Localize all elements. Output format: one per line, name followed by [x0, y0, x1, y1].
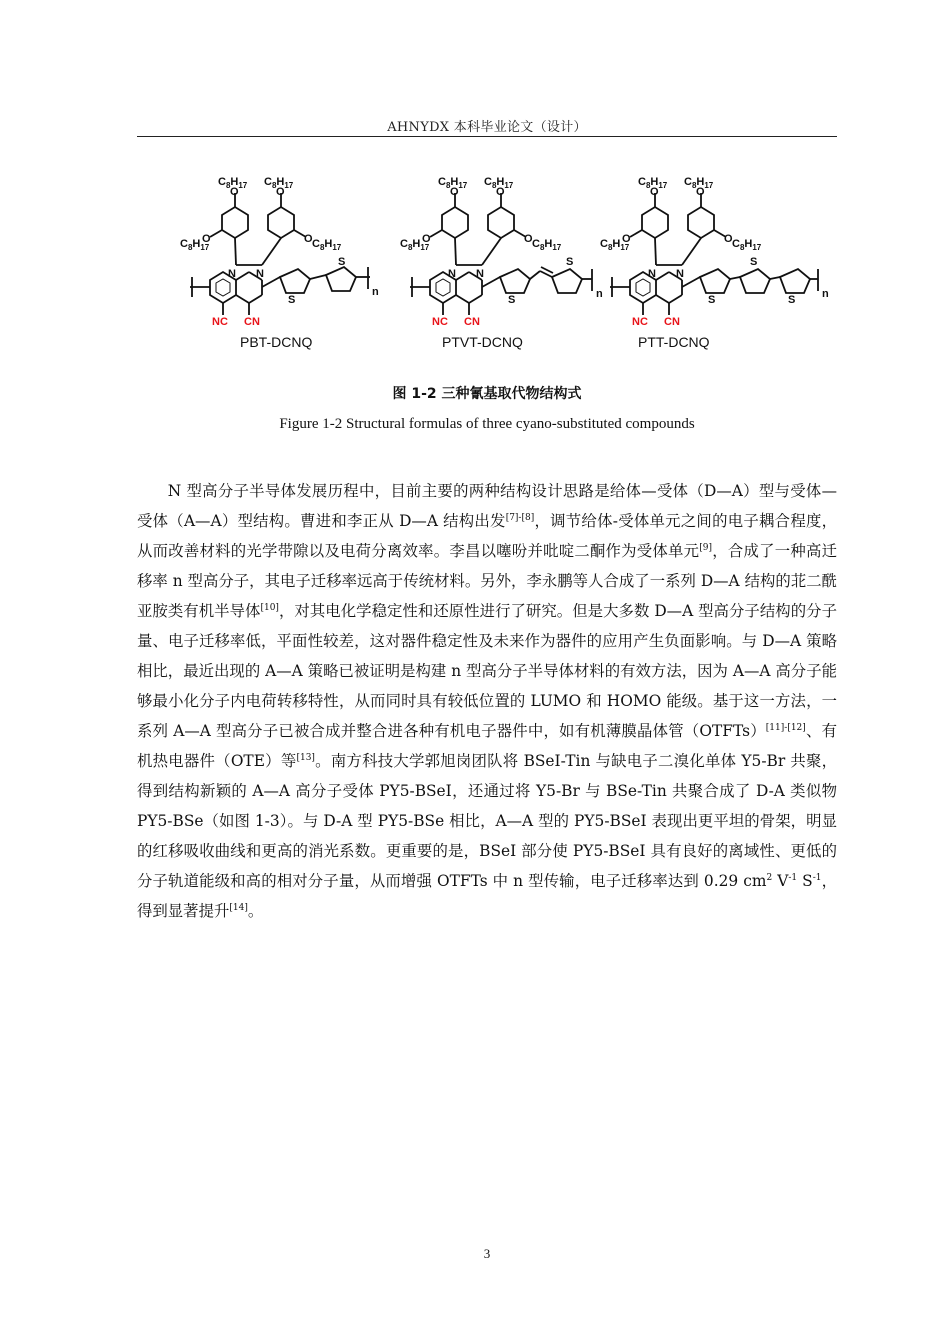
svg-text:O: O — [724, 233, 733, 245]
svg-text:C8H17: $C_8H_{17}$ — [312, 238, 342, 252]
svg-text:S: S — [566, 256, 574, 268]
molecule-pbt-dcnq — [180, 176, 379, 350]
svg-text:O: O — [650, 186, 659, 198]
svg-text:N: N — [256, 268, 264, 280]
svg-text:O: O — [696, 186, 705, 198]
svg-text:C8H17: $C_8H_{17}$ — [532, 238, 562, 252]
chemical-structures-svg — [180, 165, 829, 365]
molecule-ptt-dcnq — [600, 176, 829, 350]
svg-text:NC: NC — [212, 316, 228, 328]
page-number: 3 — [483, 1246, 491, 1261]
svg-text:O: O — [304, 233, 313, 245]
svg-text:C8H17: $C_8H_{17}$ — [600, 238, 630, 252]
molecule-ptvt-dcnq — [400, 176, 603, 350]
citation: [7]-[8] — [505, 513, 535, 523]
svg-text:S: S — [508, 294, 516, 306]
svg-text:O: O — [422, 233, 431, 245]
unit-exponent: -1 — [812, 873, 822, 883]
svg-text:CN: CN — [244, 316, 260, 328]
svg-text:n: n — [822, 288, 829, 300]
citation: [9] — [699, 543, 713, 553]
svg-text:C8H17: $C_8H_{17}$ — [180, 238, 210, 252]
svg-text:O: O — [450, 186, 459, 198]
svg-text:S: S — [750, 256, 758, 268]
svg-text:C8H17: $C_8H_{17}$ — [484, 176, 514, 190]
svg-text:C8H17: $C_8H_{17}$ — [218, 176, 248, 190]
svg-text:N: N — [676, 268, 684, 280]
body-paragraph — [137, 476, 837, 926]
compound-name-ptt-dcnq: PTT-DCNQ — [638, 334, 710, 350]
figure-caption-english: Figure 1-2 Structural formulas of three cyano-substituted compounds — [279, 416, 695, 432]
svg-text:S: S — [288, 294, 296, 306]
svg-text:O: O — [524, 233, 533, 245]
citation: [10] — [260, 603, 279, 613]
svg-text:C8H17: $C_8H_{17}$ — [438, 176, 468, 190]
unit-exponent: -1 — [788, 873, 798, 883]
unit-exponent: 2 — [766, 873, 773, 883]
citation: [11]-[12] — [765, 723, 806, 733]
compound-name-ptvt-dcnq: PTVT-DCNQ — [442, 334, 523, 350]
compound-name-pbt-dcnq: PBT-DCNQ — [240, 334, 313, 350]
svg-text:O: O — [202, 233, 211, 245]
figure-caption-chinese: 图 1-2 三种氰基取代物结构式 — [392, 386, 582, 402]
figure-structural-formulas — [180, 165, 829, 365]
svg-text:C8H17: $C_8H_{17}$ — [400, 238, 430, 252]
svg-text:n: n — [372, 286, 379, 298]
svg-text:S: S — [338, 256, 346, 268]
citation: [13] — [296, 753, 315, 763]
svg-text:O: O — [230, 186, 239, 198]
svg-text:NC: NC — [632, 316, 648, 328]
svg-text:O: O — [496, 186, 505, 198]
svg-text:C8H17: $C_8H_{17}$ — [638, 176, 668, 190]
svg-text:S: S — [708, 294, 716, 306]
svg-text:CN: CN — [464, 316, 480, 328]
svg-text:NC: NC — [432, 316, 448, 328]
svg-text:N: N — [648, 268, 656, 280]
svg-text:CN: CN — [664, 316, 680, 328]
paragraph-text: N 型高分子半导体发展历程中，目前主要的两种结构设计思路是给体—受体（D—A）型与受体—受体（A—A）型结构。曹进和李正从 D—A 结构出发[7]-[8]，调节给体-受体单元之间的电子耦合程度，从而改善材料的光学带隙以及电荷分离效率。李昌以噻吩并吡啶二酮作为受体单元[9]，合成了一种高迁移率 n 型高分子，其电子迁移率远高于传统材料。另外，李永鹏等人合成了一系列 D—A 结构的苝二酰亚胺类有机半导体[10]，对其电化学稳定性和还原性进行了研究。但是大多数 D—A 型高分子结构的分子量、电子迁移率低，平面性较差，这对器件稳定性及未来作为器件的应用产生负面影响。与 D—A 策略相比，最近出现的 A—A 策略已被证明是构建 n 型高分子半导体材料的有效方法，因为 A—A 高分子能够最小化分子内电荷转移特性，从而同时具有较低位置的 LUMO 和 HOMO 能级。基于这一方法，一系列 A—A 型高分子已被合成并整合进各种有机电子器件中，如有机薄膜晶体管（OTFTs）[11]-[12]、有机热电器件（OTE）等[13]。南方科技大学郭旭岗团队将 BSeI-Tin 与缺电子二溴化单体 Y5-Br 共聚，得到结构新颖的 A—A 高分子受体 PY5-BSeI，还通过将 Y5-Br 与 BSe-Tin 共聚合成了 D-A 类似物 PY5-BSe（如图 1-3）。与 D-A 型 PY5-BSe 相比，A—A 型的 PY5-BSeI 表现出更平坦的骨架，明显的红移吸收曲线和更高的消光系数。更重要的是，BSeI 部分使 PY5-BSeI 具有良好的离域性、更低的分子轨道能级和高的相对分子量，从而增强 OTFTs 中 n 型传输，电子迁移率达到 0.29 $cm^2$ $V^{-1}$ $S^{-1}$，得到显著提升[14]。 — [137, 482, 838, 920]
svg-text:N: N — [448, 268, 456, 280]
svg-text:N: N — [228, 268, 236, 280]
running-header: AHNYDX 本科毕业论文（设计） — [387, 120, 587, 135]
svg-text:n: n — [596, 288, 603, 300]
citation: [14] — [229, 903, 248, 913]
svg-text:C8H17: $C_8H_{17}$ — [732, 238, 762, 252]
svg-text:C8H17: $C_8H_{17}$ — [684, 176, 714, 190]
svg-text:C8H17: $C_8H_{17}$ — [264, 176, 294, 190]
svg-text:O: O — [276, 186, 285, 198]
svg-text:S: S — [788, 294, 796, 306]
svg-text:N: N — [476, 268, 484, 280]
header-rule — [137, 136, 837, 137]
svg-text:O: O — [622, 233, 631, 245]
